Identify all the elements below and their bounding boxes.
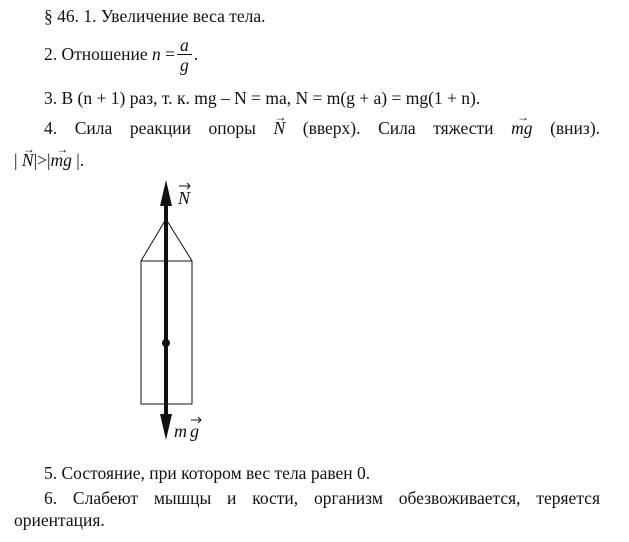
item-6-line-1: 6. Слабеют мышцы и кости, организм обезвоживается, теряется	[44, 488, 600, 508]
label-m: m	[174, 421, 187, 441]
ratio-fraction	[177, 36, 192, 75]
item-1: § 46. 1. Увеличение веса тела.	[44, 6, 266, 26]
vector-mg-abs: mg →	[50, 150, 71, 170]
item-4-text-a: 4. Сила реакции опоры	[44, 118, 256, 138]
item-4-text-b: (вверх). Сила тяжести	[302, 118, 494, 138]
item-3: 3. В (n + 1) раз, т. к. mg – N = ma, N = m(g + a) = mg(1 + n).	[44, 88, 481, 108]
item-4-line-1	[44, 118, 600, 138]
vector-mg: mg →	[511, 118, 532, 138]
abs-open: |	[14, 150, 18, 170]
item-4-line-2	[14, 150, 84, 170]
label-g: g	[190, 421, 199, 441]
label-N: N	[178, 188, 191, 208]
vector-N: N →	[273, 118, 285, 138]
item-6-line-2: ориентация.	[14, 510, 105, 530]
item-2-var: n	[152, 44, 161, 64]
arrow-up-icon	[160, 180, 172, 206]
item-2-prefix: 2. Отношение	[44, 44, 148, 64]
arrow-down-icon	[160, 414, 172, 440]
abs-close: |.	[76, 150, 85, 170]
vector-N-abs: N →	[22, 150, 34, 170]
item-4-text-c: (вниз).	[550, 118, 601, 138]
item-5: 5. Состояние, при котором вес тела равен 0.	[44, 463, 371, 483]
fraction-denominator: g	[180, 55, 189, 76]
center-of-mass-point	[162, 339, 170, 347]
item-2	[44, 32, 198, 76]
item-2-suffix: .	[193, 44, 199, 64]
rocket-force-diagram	[110, 172, 230, 444]
abs-compare: |>|	[33, 150, 51, 170]
fraction-numerator: a	[177, 36, 192, 55]
item-2-eq: =	[165, 44, 176, 64]
